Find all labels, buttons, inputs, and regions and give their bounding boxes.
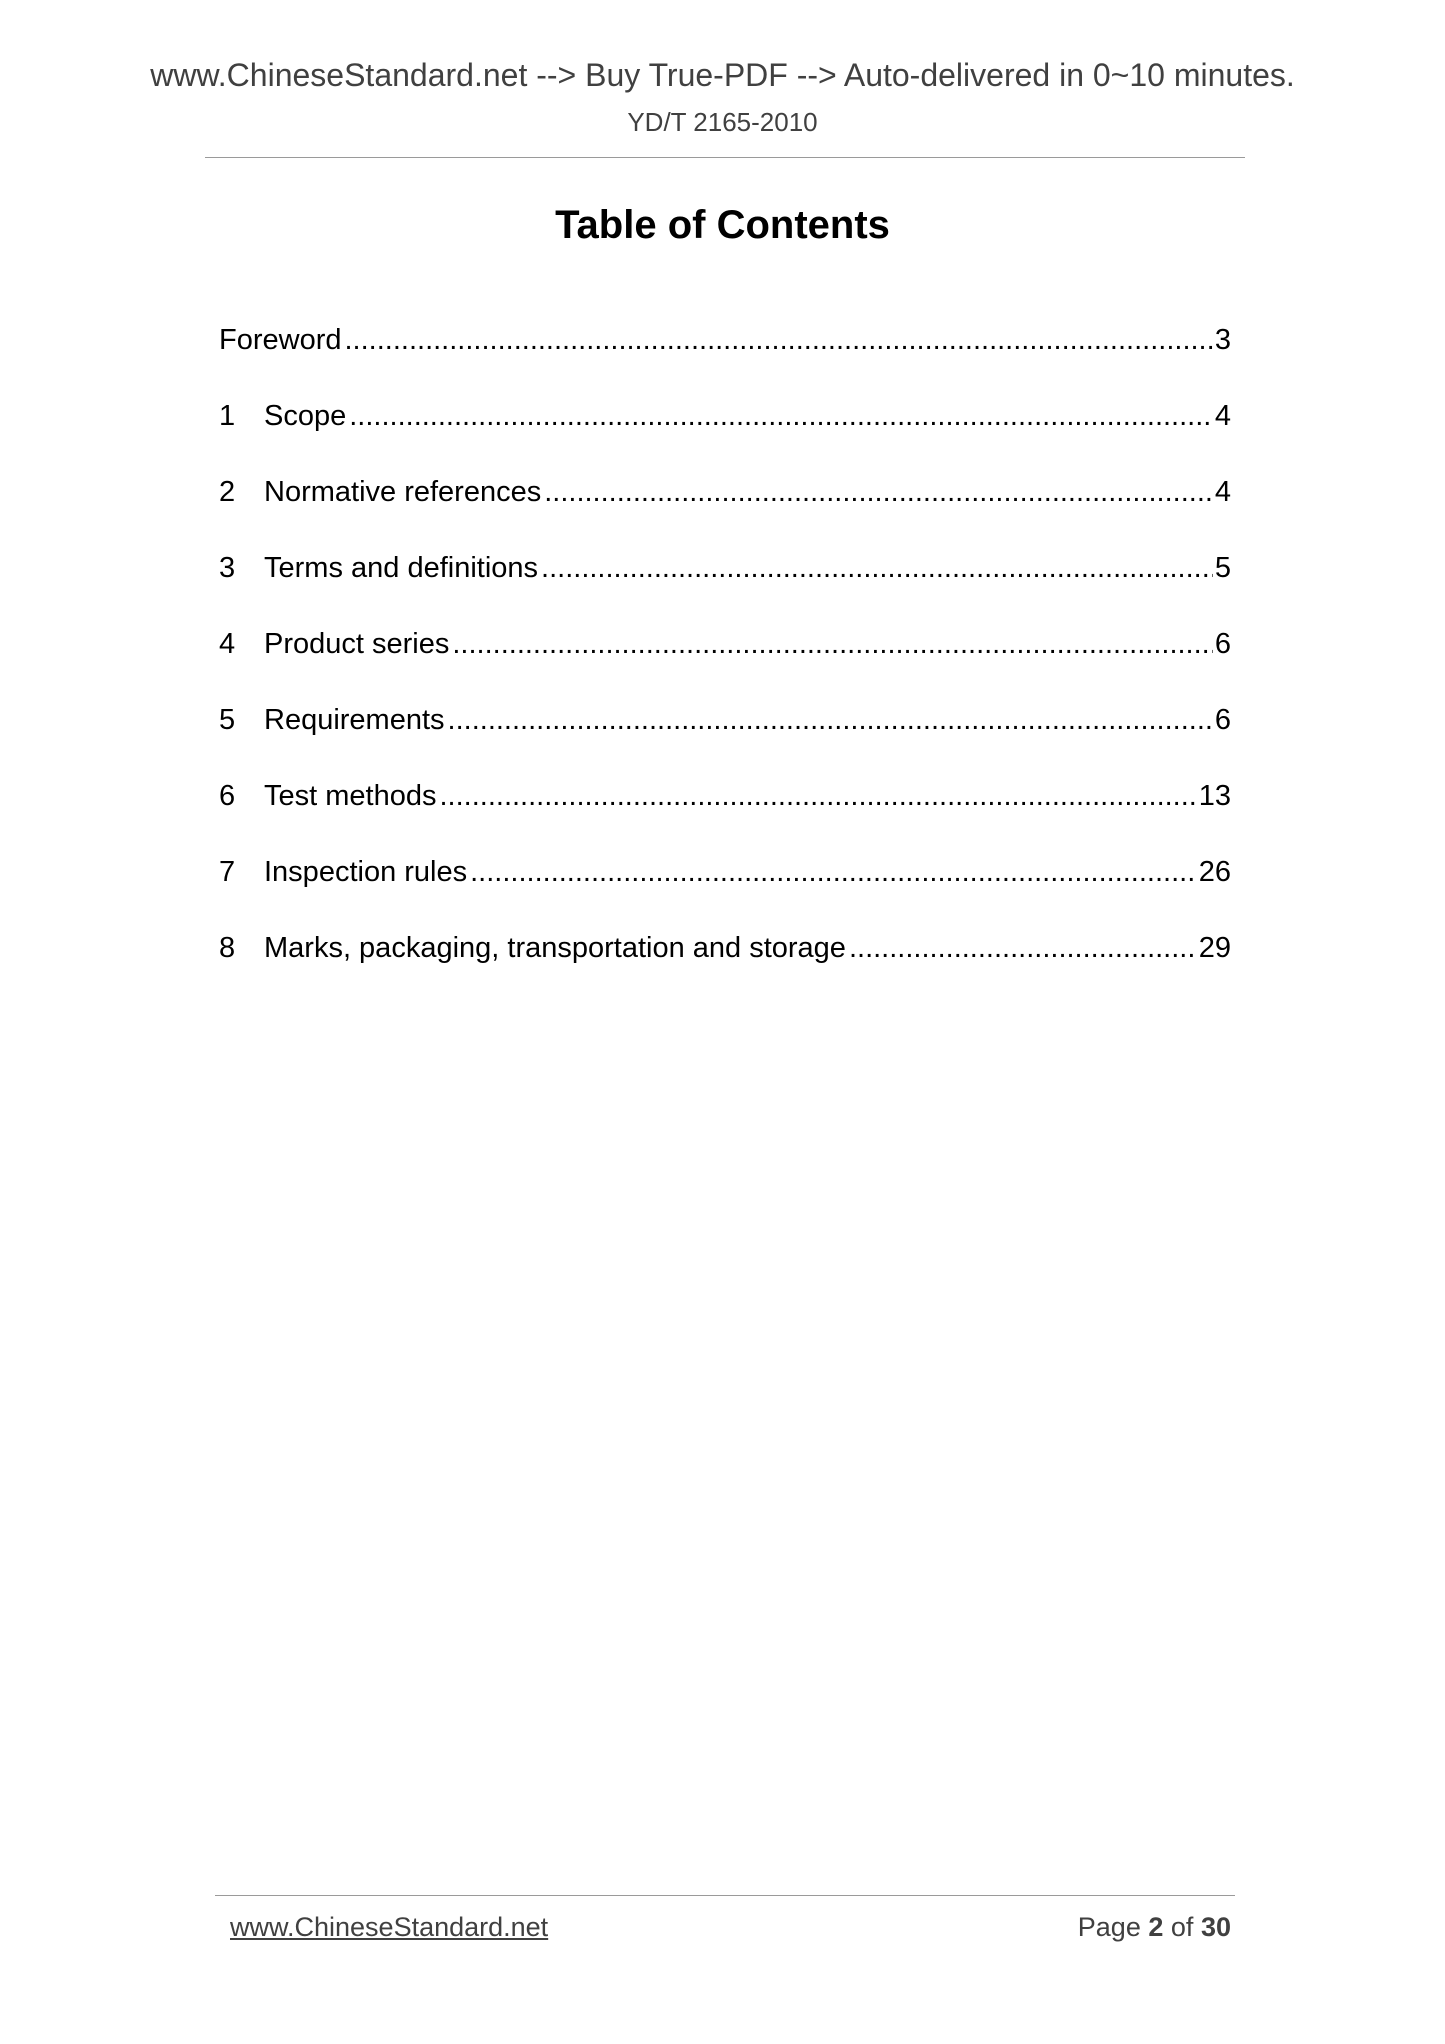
toc-entry-number: 4 [219,628,236,660]
page-prefix: Page [1077,1912,1141,1942]
toc-entry-label: Inspection rules [264,856,468,888]
toc-entry-number: 2 [219,476,236,508]
toc-entry-normative-references[interactable] [219,472,1231,512]
header-divider [205,157,1245,158]
total-pages: 30 [1200,1912,1231,1942]
toc-entry-label: Foreword [219,324,342,356]
toc-leader-dots [470,852,1197,892]
toc-entry-number: 8 [219,932,236,964]
toc-leader-dots [349,396,1213,436]
footer-divider [215,1895,1235,1896]
toc-entry-label: Marks, packaging, transportation and storage [264,932,846,964]
toc-entry-test-methods[interactable] [219,776,1231,816]
footer-website-link[interactable]: www.ChineseStandard.net [230,1912,549,1942]
toc-entry-page: 3 [1214,324,1231,356]
toc-leader-dots [849,928,1197,968]
toc-entry-scope[interactable] [219,396,1231,436]
toc-leader-dots [448,700,1213,740]
current-page: 2 [1148,1912,1164,1942]
toc-leader-dots [544,472,1213,512]
toc-entry-page: 6 [1214,628,1231,660]
toc-entry-label: Normative references [264,476,542,508]
toc-entry-foreword[interactable] [219,320,1231,360]
toc-entry-number: 5 [219,704,236,736]
toc-entry-page: 6 [1214,704,1231,736]
page-of: of [1170,1912,1194,1942]
toc-entry-page: 4 [1214,476,1231,508]
toc-entry-label: Product series [264,628,450,660]
toc-entry-number: 1 [219,400,236,432]
toc-leader-dots [439,776,1196,816]
toc-entry-marks-packaging[interactable] [219,928,1231,968]
toc-entry-inspection-rules[interactable] [219,852,1231,892]
toc-entry-label: Test methods [264,780,437,812]
toc-entry-page: 26 [1198,856,1231,888]
toc-leader-dots [345,320,1213,360]
page-number [1078,1910,1231,1944]
toc-entry-requirements[interactable] [219,700,1231,740]
toc-entry-number: 7 [219,856,236,888]
toc-entry-label: Terms and definitions [264,552,539,584]
header-banner: www.ChineseStandard.net --> Buy True-PDF --> Auto-delivered in 0~10 minutes. [150,57,1295,93]
toc-entry-page: 5 [1214,552,1231,584]
toc-entry-page: 29 [1198,932,1231,964]
toc-leader-dots [452,624,1213,664]
toc-entry-label: Scope [264,400,347,432]
standard-code: YD/T 2165-2010 [627,107,818,137]
toc-entry-number: 6 [219,780,236,812]
toc-entry-product-series[interactable] [219,624,1231,664]
toc-entry-terms-and-definitions[interactable] [219,548,1231,588]
toc-entry-label: Requirements [264,704,445,736]
toc-title: Table of Contents [555,203,890,247]
toc-entry-page: 13 [1198,780,1231,812]
toc-leader-dots [541,548,1213,588]
toc-entry-number: 3 [219,552,236,584]
toc-entry-page: 4 [1214,400,1231,432]
